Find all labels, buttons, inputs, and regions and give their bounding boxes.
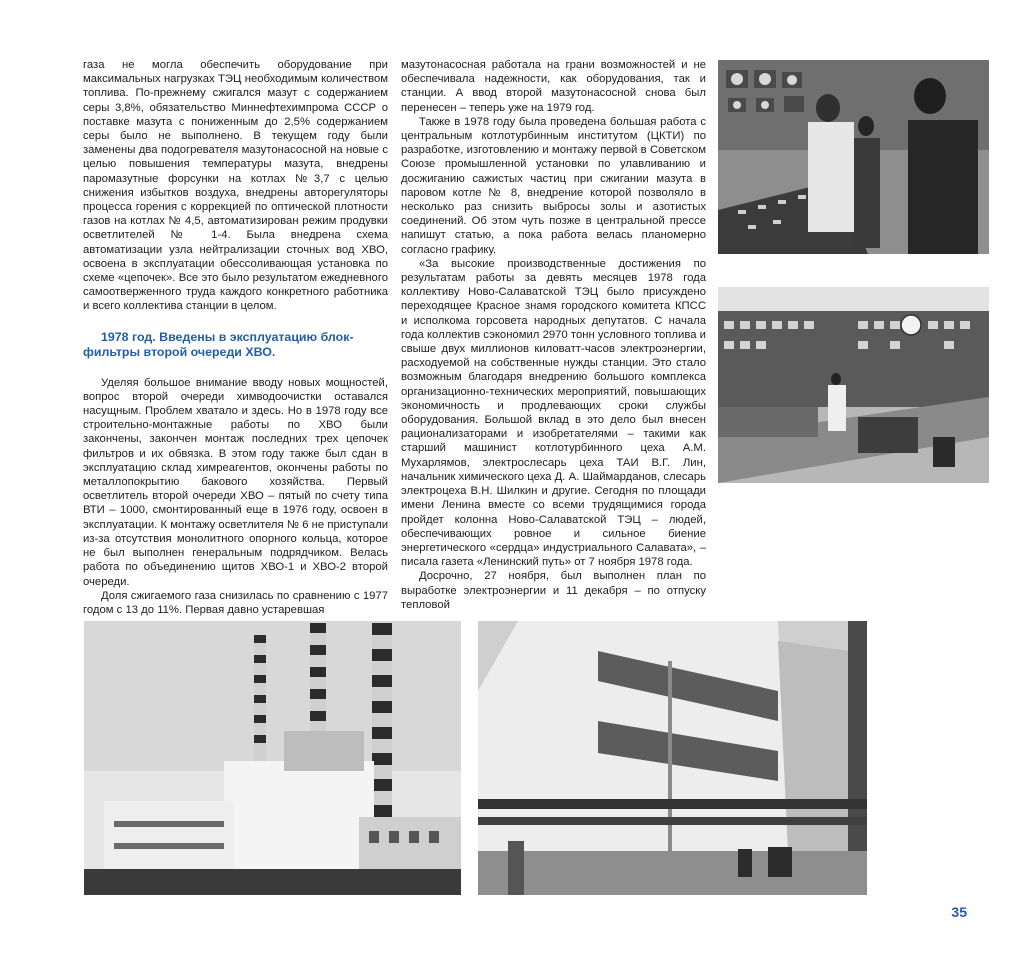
power-plant-chimneys-photo (84, 621, 461, 895)
paragraph: «За высокие производственные достижения по результатам работы за девять месяцев 1978 года коллективу Ново-Салаватской ТЭЦ было присуждено переходящее Красное знамя городского комитета КПСС и исполкома горсовета народных депутатов. С начала года коллектив сэкономил 2970 тонн условного топлива и свыше двух миллионов киловатт-часов электроэнергии, расходуемой на собственные нужды станции. Это стало возможным благодаря внедрению большого комплекса организационно-технических мероприятий, повышающих экономичность и продлевающих сроки службы оборудования. Большой вклад в это дело был внесен рационализаторами и изобретателями – такими как старший машинист котлотурбинного цеха А.М. Мухарлямов, электрослесарь цеха ТАИ В.Г. Лин, начальник химического цеха Д. А. Шаймарданов, слесарь электроцеха В.Н. Шилкин и другие. Сегодня по площади имени Ленина вместе со всеми трудящимися города пройдет колонна Ново-Салаватской ТЭЦ – людей, обеспечивающих ровное и сильное биение энергетического «сердца» индустриального Салавата», – писала газета «Ленинский путь» от 7 ноября 1978 года. (401, 257, 706, 569)
paragraph: Доля сжигаемого газа снизилась по сравнению с 1977 годом с 13 до 11%. Первая давно устаревшая (83, 589, 388, 616)
paragraph: Также в 1978 году была проведена большая работа с центральным котлотурбинным институтом (ЦКТИ) по разработке, изготовлению и монтажу первой в Советском Союзе промышленной установки по улавливанию и досжиганию сажистых частиц при сжигании мазута в паровом котле № 8, внедрение которой позволяло в несколько раз снизить выбросы золы и азотистых соединений. Об этом чуть позже в центральной прессе напишут статью, а пока работа велась планомерно согласно графику. (401, 115, 706, 256)
paragraph: Уделяя большое внимание вводу новых мощностей, вопрос второй очереди химводоочистки оставался насущным. Проблем хватало и здесь. Но в 1978 году все строительно-монтажные работы по ХВО были закончены, закончен монтаж последних трех цепочек фильтров и их обвязка. В этом году также был сдан в эксплуатацию склад химреагентов, окончены работы по металлопокрытию бакового хозяйства. Первый осветлитель второй очереди ХВО – пятый по счету типа ВТИ – 1000, смонтированный еще в 1976 году, освоен в эксплуатации. К монтажу осветлителя № 6 не приступали из-за отсутствия монолитного опорного кольца, которое не был выполнен генеральным подрядчиком. Велась работа по объединению щитов ХВО-1 и ХВО-2 второй очереди. (83, 376, 388, 588)
paragraph: мазутонасосная работала на грани возможностей и не обеспечивала надежности, как оборудования, так и станции. А ввод второй мазутонасосной снова был перенесен – теперь уже на 1979 год. (401, 59, 706, 114)
text-column-middle (401, 58, 706, 612)
control-room-panels-photo (718, 287, 989, 483)
section-heading: 1978 год. Введены в эксплуатацию блок-фильтры второй очереди ХВО. (83, 329, 354, 359)
text-column-left (83, 58, 388, 617)
page-number: 35 (951, 904, 967, 920)
paragraph: газа не могла обеспечить оборудование при максимальных нагрузках ТЭЦ необходимым количеством топлива. По-прежнему сжигался мазут с содержанием серы 3,8%, обязательство Миннефтехимпрома СССР о поставке мазута с пониженным до 2,5% содержанием серы было не выполнено. В текущем году были заменены два подогревателя мазутонасосной на новые с целью повышения температуры мазута, внедрены паромазутные форсунки на котлах №3,7 с целью снижения избытков воздуха, внедрены авторегуляторы процесса горения с коррекцией по оптической плотности газов на котлах № 4,5, автоматизирован режим продувки осветлителей № 1-4. Была внедрена схема автоматизации узла нейтрализации сточных вод ХВО, освоена в эксплуатации обессоливающая установка по схеме «цепочек». Все это было результатом ежедневного самоотверженного труда каждого конкретного работника и всего коллектива станции в целом. (83, 59, 388, 313)
control-room-operators-photo (718, 60, 989, 254)
industrial-building-photo (478, 621, 867, 895)
paragraph: Досрочно, 27 ноября, был выполнен план по выработке электроэнергии и 11 декабря – по отпуску тепловой (401, 570, 706, 611)
